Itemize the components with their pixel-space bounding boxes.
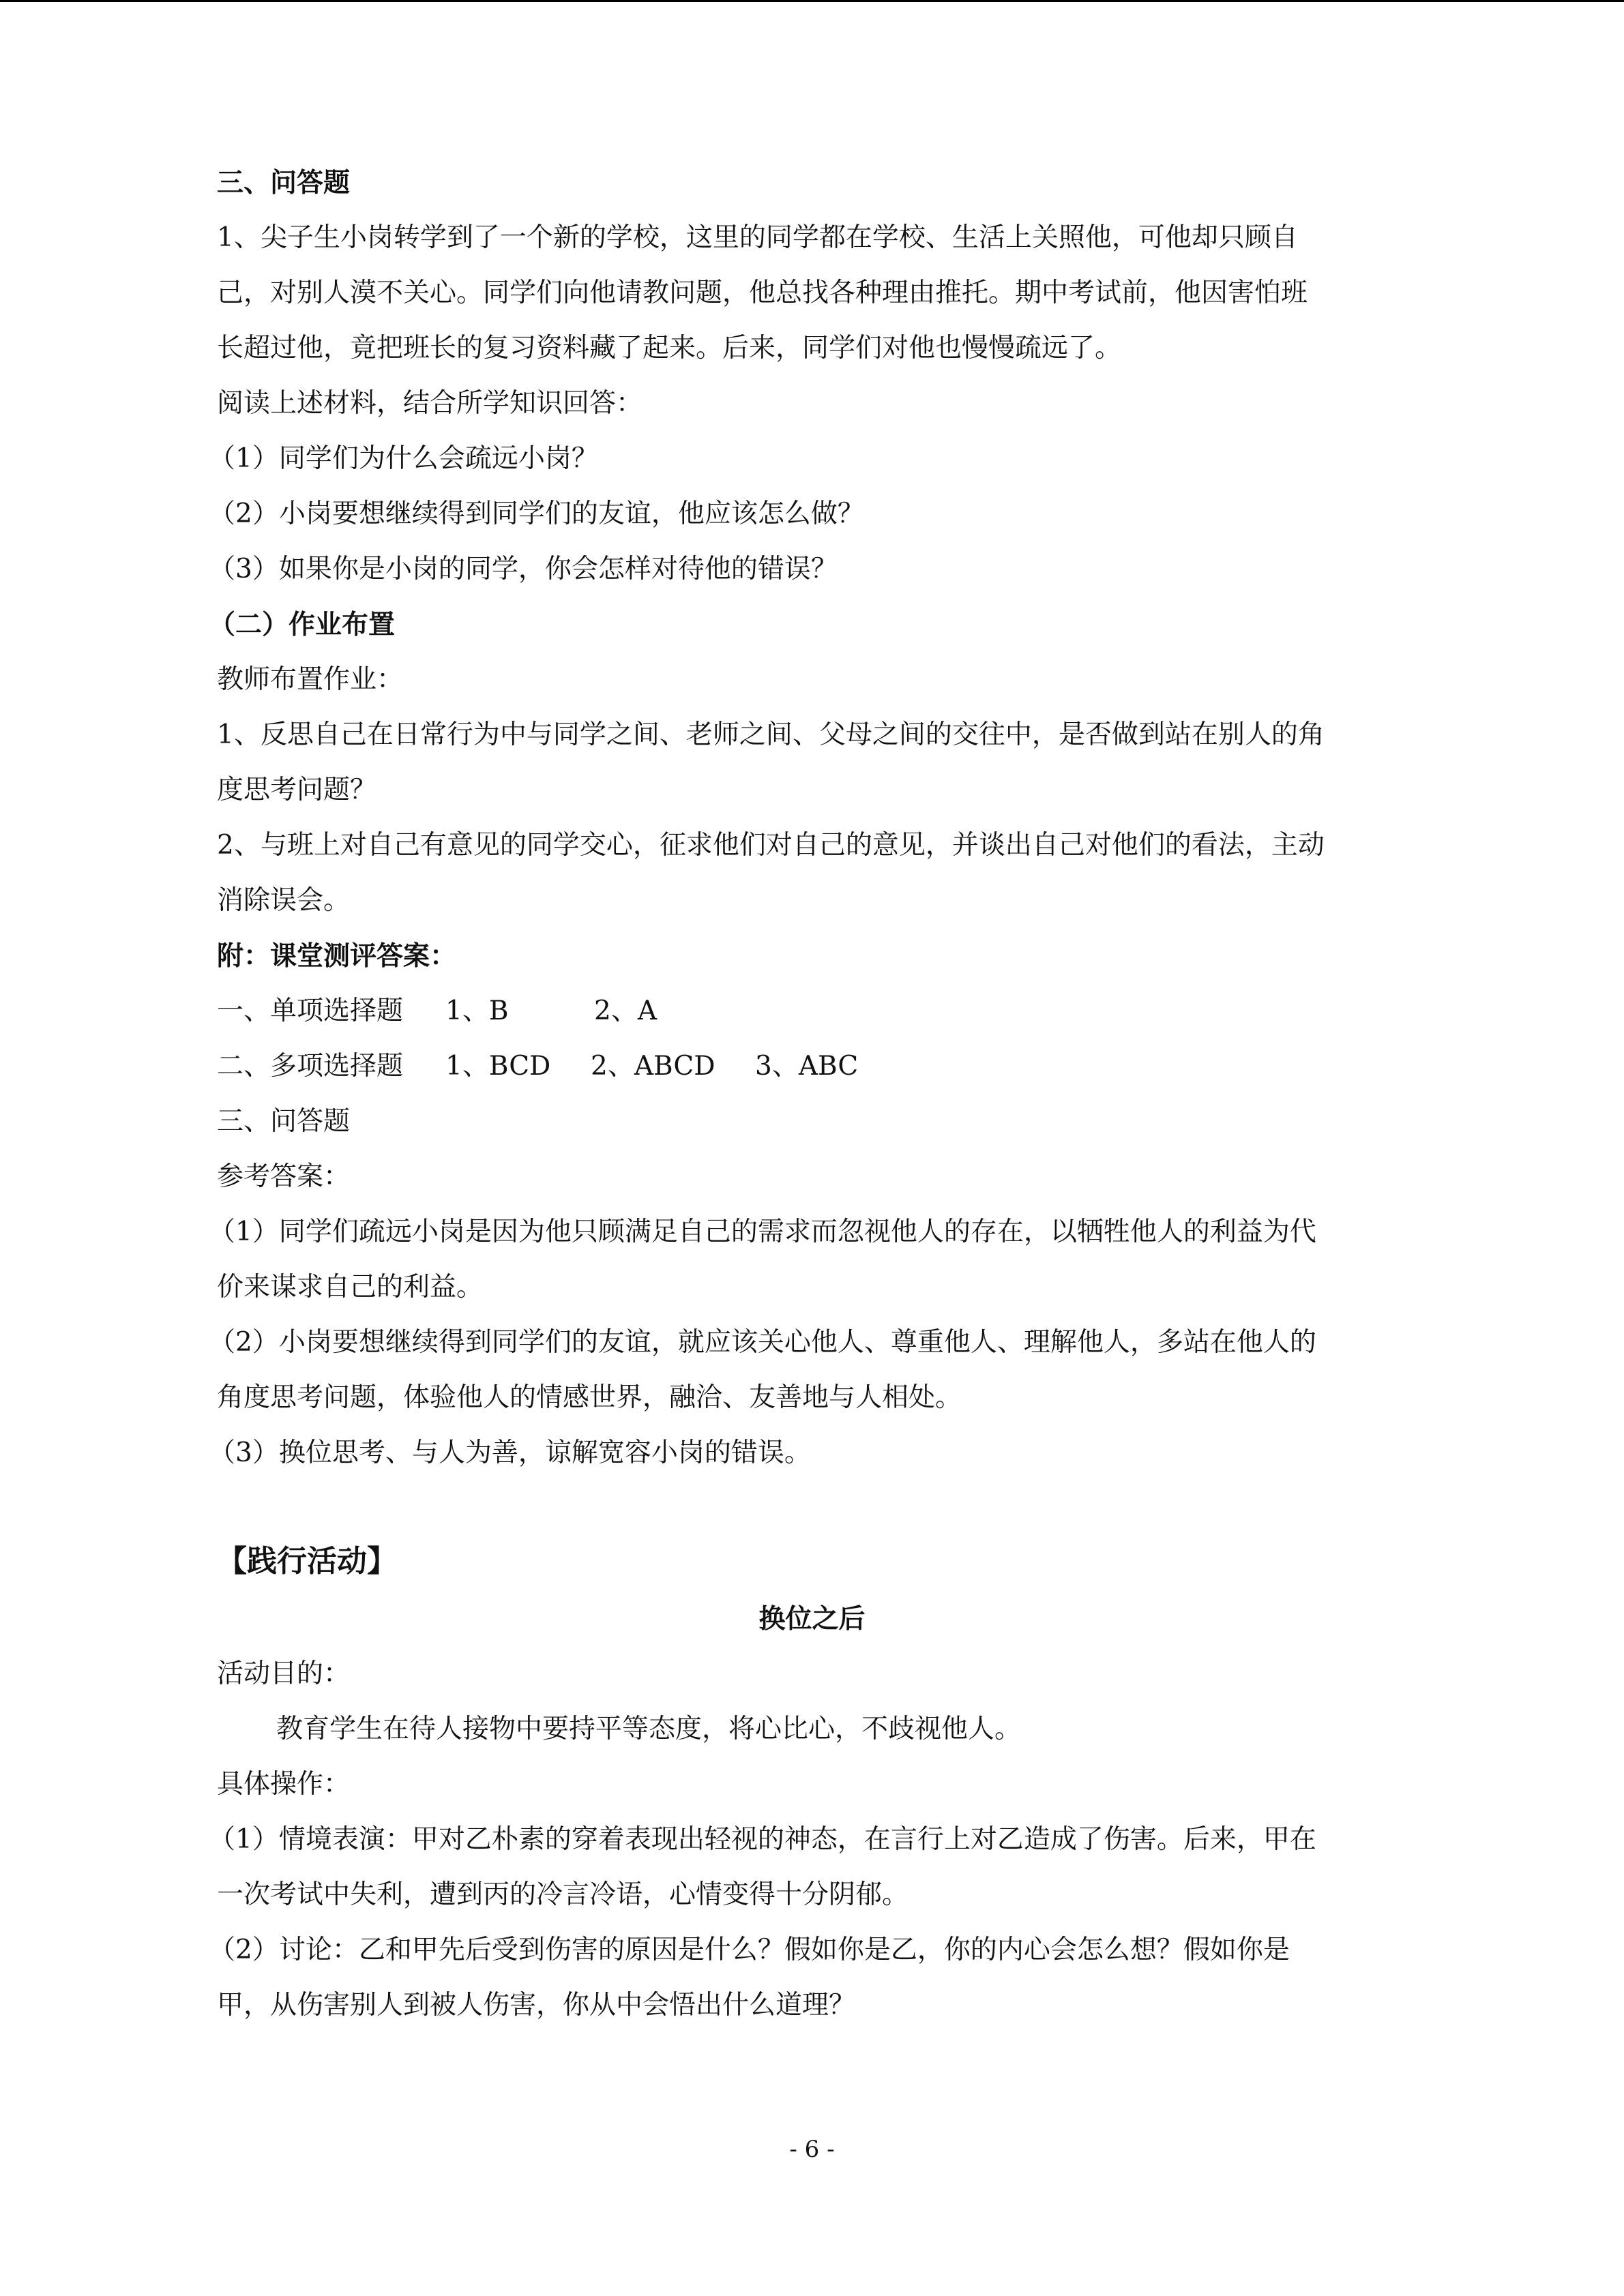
homework-item-2-line-2: 消除误会。: [217, 885, 351, 916]
question-1-line-1: 1、尖子生小岗转学到了一个新的学校，这里的同学都在学校、生活上关照他，可他却只顾自: [217, 222, 1298, 253]
reference-answer-line: 价来谋求自己的利益。: [217, 1272, 484, 1302]
subquestion-2: （2）小岗要想继续得到同学们的友谊，他应该怎么做？: [209, 498, 864, 529]
subquestion-3: （3）如果你是小岗的同学，你会怎样对待他的错误？: [209, 554, 838, 584]
page-number: - 6 -: [789, 2136, 835, 2163]
top-border-rule: [0, 0, 1624, 2]
homework-item-2-line-1: 2、与班上对自己有意见的同学交心，征求他们对自己的意见，并谈出自己对他们的看法，主动: [217, 830, 1325, 861]
single-choice-answer: 2、A: [594, 996, 657, 1026]
multi-choice-answer: 2、ABCD: [591, 1051, 715, 1082]
reference-answer-label: 参考答案：: [217, 1161, 351, 1192]
question-prompt: 阅读上述材料，结合所学知识回答：: [217, 388, 643, 419]
practice-heading: 【践行活动】: [217, 1544, 397, 1579]
reference-answer-line: （2）小岗要想继续得到同学们的友谊，就应该关心他人、尊重他人、理解他人，多站在他人的: [209, 1327, 1316, 1358]
multi-choice-answer: 1、BCD: [445, 1051, 551, 1082]
reference-answer-line: （3）换位思考、与人为善，谅解宽容小岗的错误。: [209, 1437, 811, 1468]
homework-heading: （二）作业布置: [209, 609, 396, 640]
homework-item-1-line-2: 度思考问题？: [217, 775, 377, 805]
homework-intro: 教师布置作业：: [217, 664, 404, 695]
question-1-line-2: 己，对别人漠不关心。同学们向他请教问题，他总找各种理由推托。期中考试前，他因害怕班: [217, 278, 1308, 308]
activity-goal-text: 教育学生在待人接物中要持平等态度，将心比心，不歧视他人。: [276, 1714, 1022, 1744]
reference-answer-line: （1）同学们疏远小岗是因为他只顾满足自己的需求而忽视他人的存在，以牺牲他人的利益为代: [209, 1217, 1316, 1247]
activity-goal-label: 活动目的：: [217, 1658, 351, 1689]
answers-heading: 附：课堂测评答案：: [217, 940, 457, 972]
single-choice-answer: 1、B: [445, 996, 509, 1026]
operation-1-line-1: （1）情境表演：甲对乙朴素的穿着表现出轻视的神态，在言行上对乙造成了伤害。后来，甲在: [209, 1824, 1316, 1855]
reference-answer-line: 角度思考问题，体验他人的情感世界，融洽、友善地与人相处。: [217, 1382, 962, 1413]
subquestion-1: （1）同学们为什么会疏远小岗？: [209, 443, 598, 474]
section-heading-qa: 三、问答题: [217, 167, 351, 198]
multi-choice-label: 二、多项选择题: [217, 1051, 404, 1082]
operation-2-line-2: 甲，从伤害别人到被人伤害，你从中会悟出什么道理？: [217, 1990, 856, 2021]
answers-qa-label: 三、问答题: [217, 1106, 351, 1137]
single-choice-label: 一、单项选择题: [217, 996, 404, 1026]
operation-2-line-1: （2）讨论：乙和甲先后受到伤害的原因是什么？假如你是乙，你的内心会怎么想？假如你是: [209, 1935, 1290, 1965]
question-1-line-3: 长超过他，竟把班长的复习资料藏了起来。后来，同学们对他也慢慢疏远了。: [217, 333, 1122, 363]
homework-item-1-line-1: 1、反思自己在日常行为中与同学之间、老师之间、父母之间的交往中，是否做到站在别人的角: [217, 719, 1325, 750]
multi-choice-answer: 3、ABC: [755, 1051, 859, 1082]
operation-1-line-2: 一次考试中失利，遭到丙的冷言冷语，心情变得十分阴郁。: [217, 1879, 909, 1910]
practice-title: 换位之后: [758, 1603, 866, 1635]
operations-label: 具体操作：: [217, 1769, 351, 1800]
